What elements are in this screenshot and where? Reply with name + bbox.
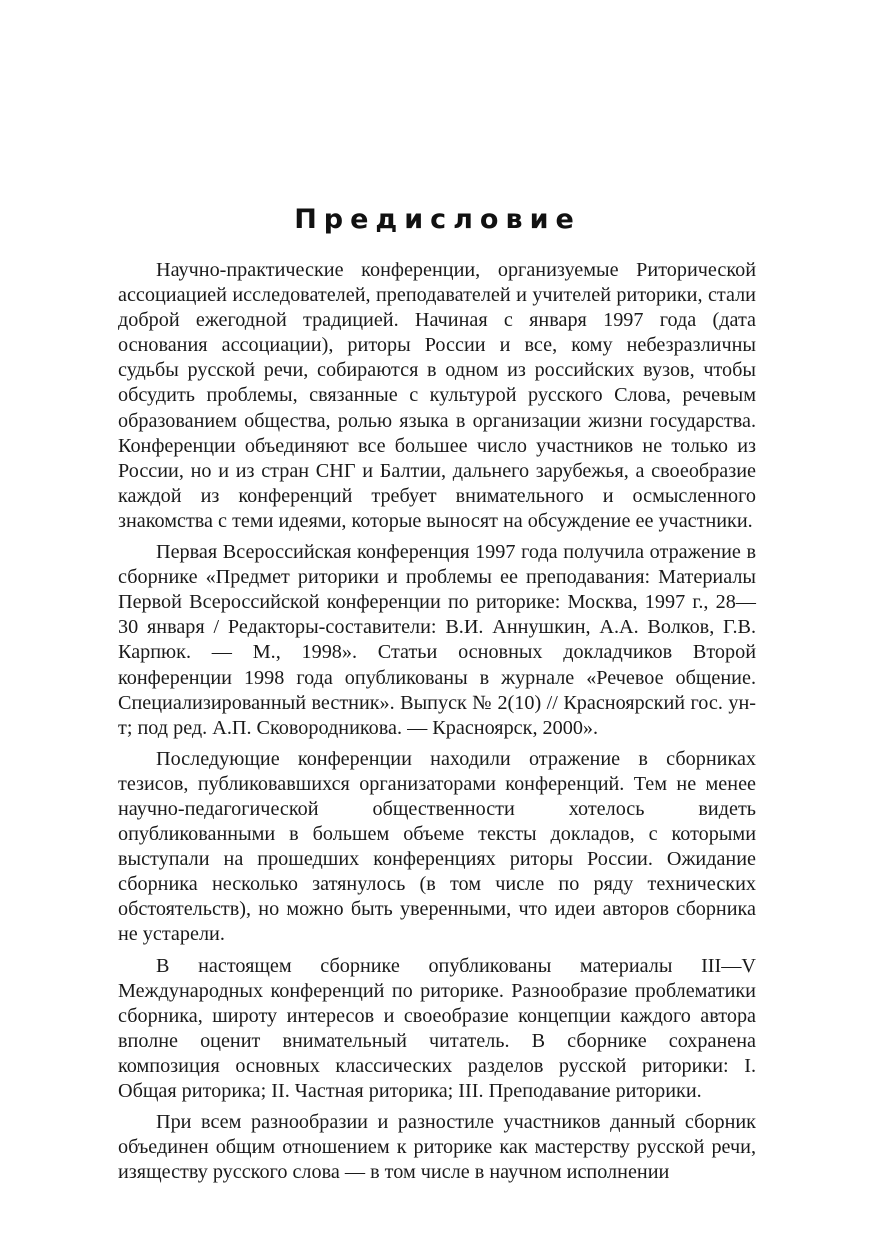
paragraph-3: Последующие конференции находили отражение в сборниках тезисов, публиковавшихся организаторами конференций. Тем не менее научно-педагогической общественности хотелось видеть опубликованными в большем объеме тексты докладов, с которыми выступали на прошедших конференциях риторы России. Ожидание сборника несколько затянулось (в том числе по ряду технических обстоятельств), но можно быть уверенными, что идеи авторов сборника не устарели.	[118, 747, 756, 946]
paragraph-5: При всем разнообразии и разностиле участников данный сборник объединен общим отношением к риторике как мастерству русской речи, изяществу русского слова — в том числе в научном исполнении	[118, 1111, 756, 1184]
paragraph-1: Научно-практические конференции, организуемые Риторической ассоциацией исследователей, преподавателей и учителей риторики, стали доброй ежегодной традицией. Начиная с января 1997 года (дата основания ассоциации), риторы России и все, кому небезразличны судьбы русской речи, собираются в одном из российских вузов, чтобы обсудить проблемы, связанные с культурой русского Слова, речевым образованием общества, ролью языка в организации жизни государства. Конференции объединяют все большее число участников не только из России, но и из стран СНГ и Балтии, дальнего зарубежья, а своеобразие каждой из конференций требует внимательного и осмысленного знакомства с теми идеями, которые выносят на обсуждение ее участники.	[118, 259, 756, 532]
paragraph-4: В настоящем сборнике опубликованы материалы III—V Международных конференций по риторике. Разнообразие проблематики сборника, широту интересов и своеобразие концепции каждого автора вполне оценит внимательный читатель. В сборнике сохранена композиция основных классических разделов русской риторики: I. Общая риторика; II. Частная риторика; III. Преподавание риторики.	[118, 954, 756, 1102]
preface-body	[118, 258, 756, 1191]
paragraph-2: Первая Всероссийская конференция 1997 года получила отражение в сборнике «Предмет риторики и проблемы ее преподавания: Материалы Первой Всероссийской конференции по риторике: Москва, 1997 г., 28—30 января / Редакторы-составители: В.И. Аннушкин, А.А. Волков, Г.В. Карпюк. — М., 1998». Статьи основных докладчиков Второй конференции 1998 года опубликованы в журнале «Речевое общение. Специализированный вестник». Выпуск № 2(10) // Красноярский гос. ун-т; под ред. А.П. Сковородникова. — Красноярск, 2000».	[118, 541, 756, 739]
page-title: Предисловие	[294, 204, 581, 235]
